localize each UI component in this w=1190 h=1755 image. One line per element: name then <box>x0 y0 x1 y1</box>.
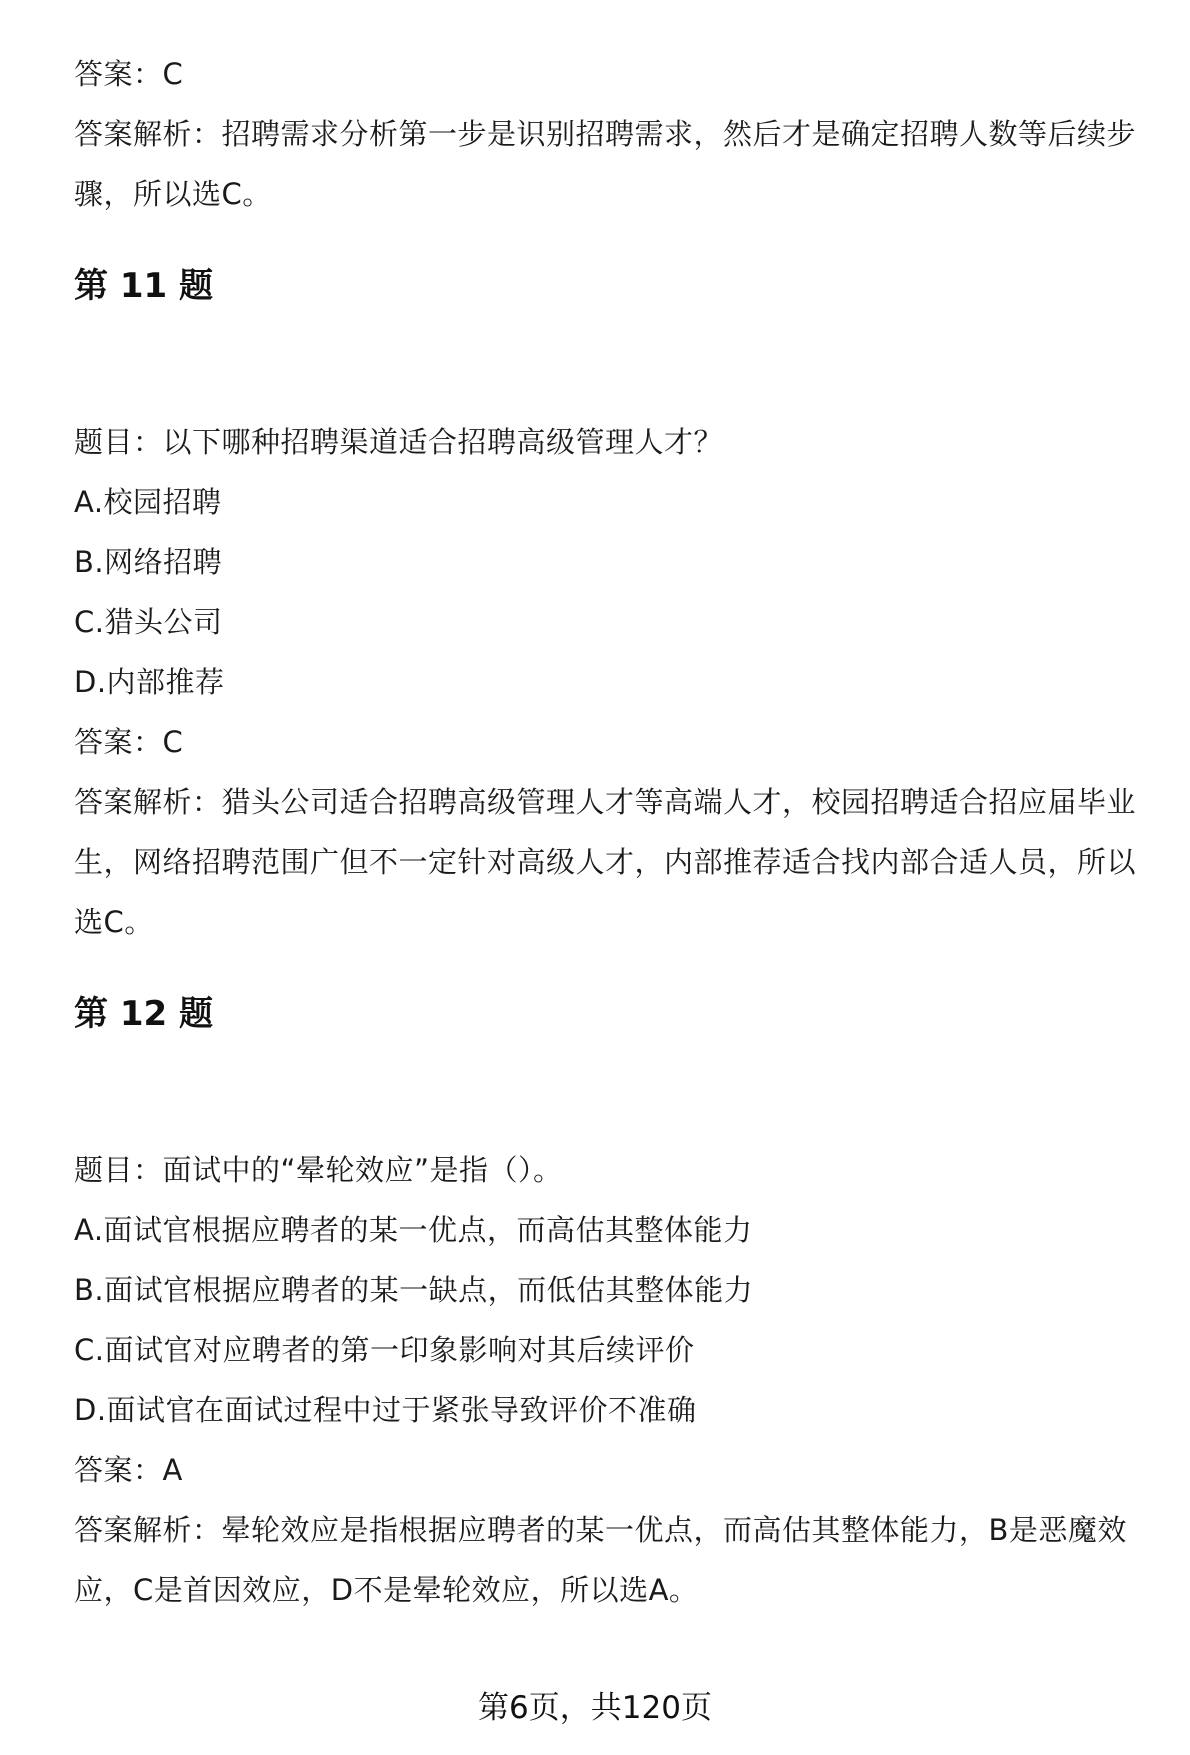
question-11-heading: 第 11 题 <box>74 266 213 306</box>
prev-answer: 答案：C <box>74 57 184 91</box>
question-11-option-a: A.校园招聘 <box>74 485 222 519</box>
question-12-explanation: 答案解析：晕轮效应是指根据应聘者的某一优点，而高估其整体能力，B是恶魔效应，C是首因效应，D不是晕轮效应，所以选A。 <box>74 1513 1127 1607</box>
question-11-option-d: D.内部推荐 <box>74 665 225 699</box>
question-11-stem: 题目：以下哪种招聘渠道适合招聘高级管理人才？ <box>74 425 724 459</box>
question-12-option-c: C.面试官对应聘者的第一印象影响对其后续评价 <box>74 1333 695 1367</box>
question-11-explanation: 答案解析：猎头公司适合招聘高级管理人才等高端人才，校园招聘适合招应届毕业生，网络招聘范围广但不一定针对高级人才，内部推荐适合找内部合适人员，所以选C。 <box>74 785 1137 939</box>
question-11-answer: 答案：C <box>74 725 184 759</box>
question-11-option-c: C.猎头公司 <box>74 605 223 639</box>
question-11-option-b: B.网络招聘 <box>74 545 223 579</box>
question-12-answer: 答案：A <box>74 1453 183 1487</box>
question-12-option-b: B.面试官根据应聘者的某一缺点，而低估其整体能力 <box>74 1273 754 1307</box>
page-number: 第6页，共120页 <box>478 1690 712 1726</box>
question-12-option-a: A.面试官根据应聘者的某一优点，而高估其整体能力 <box>74 1213 753 1247</box>
question-12-stem: 题目：面试中的“晕轮效应”是指（）。 <box>74 1153 563 1187</box>
question-12-heading: 第 12 题 <box>74 994 213 1034</box>
question-12-option-d: D.面试官在面试过程中过于紧张导致评价不准确 <box>74 1393 697 1427</box>
prev-explanation: 答案解析：招聘需求分析第一步是识别招聘需求，然后才是确定招聘人数等后续步骤，所以选C。 <box>74 117 1137 211</box>
page-content <box>74 44 1164 1620</box>
